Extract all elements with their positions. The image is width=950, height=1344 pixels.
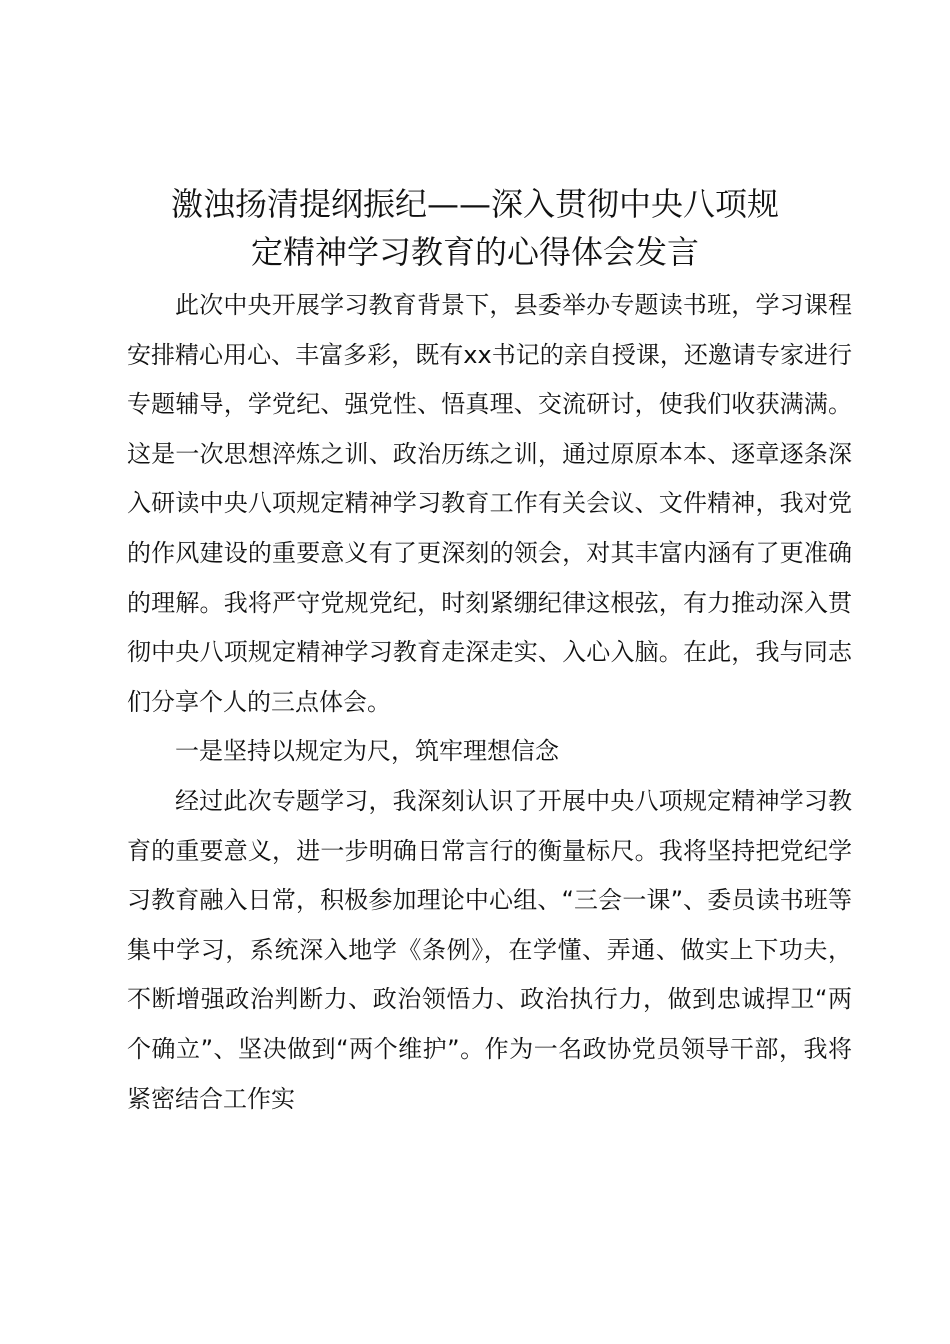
title-line-1: 激浊扬清提纲振纪——深入贯彻中央八项规 bbox=[170, 185, 779, 223]
document-body bbox=[127, 281, 852, 1124]
title-line-2: 定精神学习教育的心得体会发言 bbox=[250, 233, 699, 271]
section-heading-1: 一是坚持以规定为尺，筑牢理想信念 bbox=[175, 737, 559, 766]
paragraph-section-1: 经过此次专题学习，我深刻认识了开展中央八项规定精神学习教育的重要意义，进一步明确日常言行的衡量标尺。我将坚持把党纪学习教育融入日常，积极参加理论中心组、“三会一课”、委员读书班等集中学习，系统深入地学《条例》，在学懂、弄通、做实上下功夫，不断增强政治判断力、政治领悟力、政治执行力，做到忠诚捍卫“两个确立”、坚决做到“两个维护”。作为一名政协党员领导干部，我将紧密结合工作实 bbox=[127, 786, 852, 1113]
document-title bbox=[100, 180, 850, 276]
paragraph-intro: 此次中央开展学习教育背景下，县委举办专题读书班，学习课程安排精心用心、丰富多彩，既有xx书记的亲自授课，还邀请专家进行专题辅导，学党纪、强党性、悟真理、交流研讨，使我们收获满满。这是一次思想淬炼之训、政治历练之训，通过原原本本、逐章逐条深入研读中央八项规定精神学习教育工作有关会议、文件精神，我对党的作风建设的重要意义有了更深刻的领会，对其丰富内涵有了更准确的理解。我将严守党规党纪，时刻紧绷纪律这根弦，有力推动深入贯彻中央八项规定精神学习教育走深走实、入心入脑。在此，我与同志们分享个人的三点体会。 bbox=[127, 291, 852, 716]
